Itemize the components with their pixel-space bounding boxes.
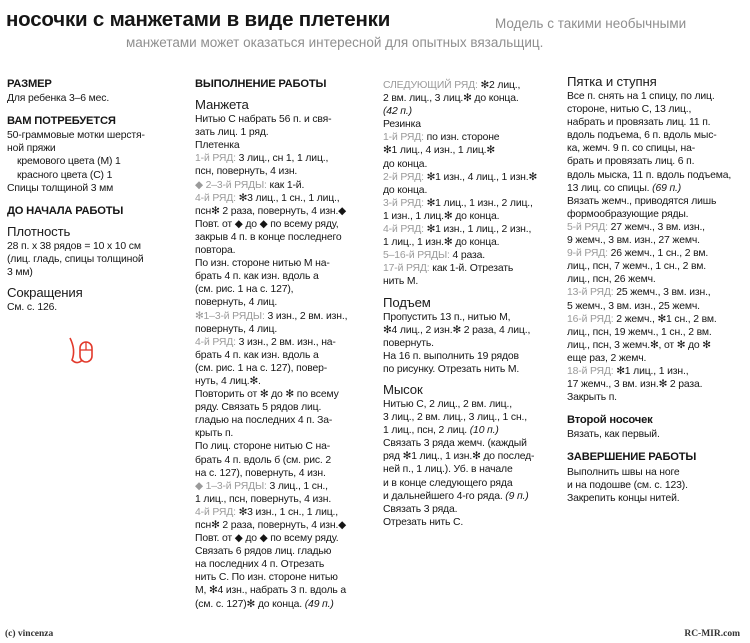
section-heading: Второй носочек: [567, 414, 653, 427]
text-line: повернуть.: [383, 337, 434, 349]
row-label: ✻1–3-й РЯДЫ:: [195, 310, 265, 322]
row-label: 18-й РЯД:: [567, 365, 614, 377]
text-line: до конца.: [383, 158, 428, 170]
section-heading: ДО НАЧАЛА РАБОТЫ: [7, 204, 124, 217]
text-line: 3 мм): [7, 267, 33, 279]
column-instructions-ribbing: [383, 79, 563, 529]
text-line: Отрезать нить С.: [383, 516, 464, 528]
text-line: ✻1–3-й РЯДЫ: 3 изн., 2 вм. изн.,: [195, 310, 348, 322]
text-line: Повторить от ✻ до ✻ по всему: [195, 389, 339, 401]
text-line: красного цвета (С) 1: [17, 169, 113, 181]
text-line: лиц., псн, 7 жемч., 1 сн., 2 вм.: [567, 261, 706, 273]
text-line: По лиц. стороне нитью С на-: [195, 441, 331, 453]
text-line: Плетенка: [195, 140, 240, 152]
text-line: формообразующие ряды.: [567, 208, 689, 220]
text-line: СЛЕДУЮЩИЙ РЯД: ✻2 лиц.,: [383, 80, 521, 91]
text-line: ✻4 лиц., 2 изн.✻ 2 раза, 4 лиц.,: [383, 324, 531, 336]
row-label: 5-й РЯД:: [567, 221, 608, 233]
text-line: 3-й РЯД: ✻1 лиц., 1 изн., 2 лиц.,: [383, 197, 533, 209]
column-instructions-cuff: [195, 74, 375, 611]
text-line: ряд ✻1 лиц., 1 изн.✻ до послед-: [383, 451, 535, 463]
row-label: 5–16-й РЯДЫ:: [383, 250, 450, 262]
row-label: 13-й РЯД:: [567, 287, 614, 299]
text-line: брать и провязать лиц. 6 п.: [567, 156, 695, 168]
text-line: На 16 п. выполнить 19 рядов: [383, 350, 519, 362]
text-line: (см. рис. 1 на с. 127), повер-: [195, 362, 328, 374]
text-line: 1 изн., 1 лиц.✻ до конца.: [383, 210, 500, 222]
stitch-count: (49 п.): [304, 598, 334, 610]
section-heading: ВАМ ПОТРЕБУЕТСЯ: [7, 115, 116, 128]
text-line: нить С. По изн. стороне нитью: [195, 572, 338, 584]
stitch-count: (69 п.): [652, 182, 682, 194]
mouse-icon: [68, 334, 98, 368]
row-label: ◆ 1–3-й РЯДЫ:: [195, 480, 267, 492]
text-line: псн✻ 2 раза, повернуть, 4 изн.◆: [195, 520, 347, 531]
text-line: брать 4 п. вдоль б (см. рис. 2: [195, 454, 332, 466]
text-line: Все п. снять на 1 спицу, по лиц.: [567, 91, 715, 102]
text-line: Закрыть п.: [567, 392, 617, 404]
text-line: Выполнить швы на ноге: [567, 466, 680, 478]
text-line: 9-й РЯД: 26 жемч., 1 сн., 2 вм.: [567, 248, 709, 260]
text-line: еще раз, 2 жемч.: [567, 352, 647, 364]
stitch-count: (9 п.): [505, 490, 529, 502]
text-line: (см. с. 127)✻ до конца. (49 п.): [195, 598, 334, 610]
subsection-heading: Подъем: [383, 294, 431, 310]
text-line: нуть, 4 лиц.✻.: [195, 375, 261, 387]
text-line: Пропустить 13 п., нитью М,: [383, 311, 511, 323]
text-line: на с. 127), повернуть, 4 изн.: [195, 467, 326, 479]
text-line: 4-й РЯД: ✻3 лиц., 1 сн., 1 лиц.,: [195, 192, 340, 204]
text-line: вдоль мыска, 11 п. вдоль подъема,: [567, 169, 732, 181]
text-line: и на подошве (см. с. 123).: [567, 479, 688, 491]
text-line: повтора.: [195, 245, 236, 257]
text-line: лиц., псн, 26 жемч.: [567, 274, 656, 286]
text-line: Связать 3 ряда жемч. (каждый: [383, 438, 527, 450]
text-line: зать лиц. 1 ряд.: [195, 127, 269, 139]
column-materials: [7, 74, 179, 314]
text-line: 4-й РЯД: ✻1 изн., 1 лиц., 2 изн.,: [383, 224, 532, 236]
text-line: 17-й РЯД: как 1-й. Отрезать: [383, 263, 514, 275]
text-line: 2 вм. лиц., 3 лиц.✻ до конца.: [383, 93, 519, 105]
text-line: набрать и провязать лиц. 11 п.: [567, 117, 711, 129]
text-line: ней п., 1 лиц.). Уб. в начале: [383, 464, 513, 476]
text-line: 1 лиц., псн, 2 лиц. (10 п.): [383, 425, 499, 437]
text-line: 50-граммовые мотки шерстя-: [7, 130, 145, 142]
text-line: Закрепить концы нитей.: [567, 492, 680, 504]
text-line: псн, повернуть, 4 изн.: [195, 166, 298, 178]
text-line: [383, 105, 563, 118]
text-line: Для ребенка 3–6 мес.: [7, 93, 110, 105]
footer-credit: (c) vincenza: [5, 629, 54, 639]
section-heading: ВЫПОЛНЕНИЕ РАБОТЫ: [195, 78, 327, 90]
text-line: 17 жемч., 3 вм. изн.✻ 2 раза.: [567, 379, 703, 391]
text-line: Вязать жемч., приводятся лишь: [567, 195, 717, 207]
text-line: 9 жемч., 3 вм. изн., 27 жемч.: [567, 235, 700, 247]
text-line: 4-й РЯД: ✻3 изн., 1 сн., 1 лиц.,: [195, 506, 339, 518]
text-line: 5 жемч., 3 вм. изн., 25 жемч.: [567, 300, 700, 312]
subtitle-line-1: Модель с такими необычными: [495, 16, 687, 31]
text-line: нить М.: [383, 276, 419, 288]
text-line: ка, жемч. 9 п. со спицы, на-: [567, 143, 696, 155]
text-line: и дальнейшего 4-го ряда. (9 п.): [383, 490, 529, 502]
page-title: носочки с манжетами в виде плетенки: [6, 8, 391, 31]
text-line: М, ✻4 изн., набрать 3 п. вдоль а: [195, 585, 347, 597]
section-heading: РАЗМЕР: [7, 78, 52, 90]
text-line: 16-й РЯД: 2 жемч., ✻1 сн., 2 вм.: [567, 313, 717, 325]
text-line: кремового цвета (М) 1: [17, 156, 121, 168]
text-line: Связать 3 ряда.: [383, 503, 458, 515]
text-line: лиц., псн, 3 жемч.✻, от ✻ до ✻: [567, 339, 711, 351]
text-line: на последних 4 п. Отрезать: [195, 559, 325, 571]
text-line: Спицы толщиной 3 мм: [7, 182, 114, 194]
row-label: ◆ 2–3-й РЯДЫ:: [195, 179, 267, 191]
text-line: ✻1 лиц., 4 изн., 1 лиц.✻: [383, 145, 495, 157]
row-label: 9-й РЯД:: [567, 248, 608, 260]
text-line: 13 лиц. со спицы. (69 п.): [567, 182, 682, 194]
text-line: 5–16-й РЯДЫ: 4 раза.: [383, 250, 486, 262]
row-label: 17-й РЯД:: [383, 263, 430, 275]
row-label: 1-й РЯД:: [195, 153, 236, 165]
stitch-count: (10 п.): [469, 425, 499, 437]
row-label: 4-й РЯД:: [195, 336, 236, 348]
text-line: и в конце следующего ряда: [383, 477, 513, 489]
text-line: 2-й РЯД: ✻1 изн., 4 лиц., 1 изн.✻: [383, 171, 538, 183]
text-line: вдоль подъема, 6 п. вдоль мыс-: [567, 130, 717, 142]
text-line: См. с. 126.: [7, 302, 57, 314]
footer-site: RC-MIR.com: [684, 629, 740, 639]
text-line: 1-й РЯД: 3 лиц., сн 1, 1 лиц.,: [195, 153, 329, 165]
text-line: закрыв 4 п. в конце последнего: [195, 231, 342, 243]
subsection-heading: Манжета: [195, 97, 249, 113]
text-line: Связать 6 рядов лиц. гладью: [195, 546, 332, 558]
text-line: ◆ 2–3-й РЯДЫ: как 1-й.: [195, 179, 305, 191]
text-line: Резинка: [383, 119, 421, 131]
text-line: брать 4 п. как изн. вдоль а: [195, 349, 319, 361]
text-line: по рисунку. Отрезать нить М.: [383, 363, 520, 375]
row-label: 4-й РЯД:: [383, 224, 424, 236]
text-line: гладью на последних 4 п. За-: [195, 415, 333, 427]
row-label: 1-й РЯД:: [383, 132, 424, 144]
column-instructions-heel: [567, 74, 747, 505]
text-line: Повт. от ◆ до ◆ по всему ряду,: [195, 218, 339, 230]
text-line: (см. рис. 1 на с. 127),: [195, 284, 294, 296]
text-line: повернуть, 4 лиц.: [195, 297, 278, 309]
text-line: 5-й РЯД: 27 жемч., 3 вм. изн.,: [567, 221, 705, 233]
text-line: 1-й РЯД: по изн. стороне: [383, 132, 500, 144]
text-line: крыть п.: [195, 428, 234, 440]
row-label: 4-й РЯД:: [195, 506, 236, 518]
section-heading: ЗАВЕРШЕНИЕ РАБОТЫ: [567, 451, 697, 464]
text-line: брать 4 п. как изн. вдоль а: [195, 271, 319, 283]
text-line: Нитью С набрать 56 п. и свя-: [195, 114, 332, 126]
text-line: повернуть, 4 лиц.: [195, 323, 278, 335]
subsection-heading: Плотность: [7, 223, 71, 239]
text-line: 18-й РЯД: ✻1 лиц., 1 изн.,: [567, 365, 689, 377]
row-label: СЛЕДУЮЩИЙ РЯД:: [383, 80, 478, 91]
stitch-count: (42 п.): [383, 106, 412, 118]
text-line: 1 лиц., псн, повернуть, 4 изн.: [195, 493, 332, 505]
text-line: ◆ 1–3-й РЯДЫ: 3 лиц., 1 сн.,: [195, 480, 328, 492]
subsection-heading: Сокращения: [7, 285, 83, 301]
text-line: 13-й РЯД: 25 жемч., 3 вм. изн.,: [567, 287, 711, 299]
text-line: Нитью С, 2 лиц., 2 вм. лиц.,: [383, 398, 512, 410]
text-line: 1 лиц., 1 изн.✻ до конца.: [383, 237, 500, 249]
row-label: 2-й РЯД:: [383, 171, 424, 183]
text-line: 4-й РЯД: 3 изн., 2 вм. изн., на-: [195, 336, 336, 348]
row-label: 16-й РЯД:: [567, 313, 614, 325]
text-line: стороне, нитью С, 13 лиц.,: [567, 104, 692, 116]
text-line: лиц., псн, 19 жемч., 1 сн., 2 вм.: [567, 326, 712, 338]
text-line: По изн. стороне нитью М на-: [195, 258, 330, 270]
row-label: 4-й РЯД:: [195, 192, 236, 204]
text-line: Повт. от ◆ до ◆ по всему ряду.: [195, 533, 339, 545]
text-line: (лиц. гладь, спицы толщиной: [7, 253, 144, 265]
text-line: псн✻ 2 раза, повернуть, 4 изн.◆: [195, 205, 347, 217]
text-line: 28 п. х 38 рядов = 10 х 10 см: [7, 240, 141, 252]
text-line: ряду. Связать 5 рядов лиц.: [195, 402, 322, 414]
subsection-heading: Мысок: [383, 381, 423, 397]
text-line: 3 лиц., 2 вм. лиц., 3 лиц., 1 сн.,: [383, 412, 528, 424]
text-line: ной пряжи: [7, 143, 56, 155]
row-label: 3-й РЯД:: [383, 197, 424, 209]
text-line: Вязать, как первый.: [567, 429, 660, 441]
text-line: до конца.: [383, 184, 428, 196]
subsection-heading: Пятка и ступня: [567, 74, 657, 89]
subtitle-line-2: манжетами может оказаться интересной для опытных вязальщиц.: [126, 35, 544, 50]
